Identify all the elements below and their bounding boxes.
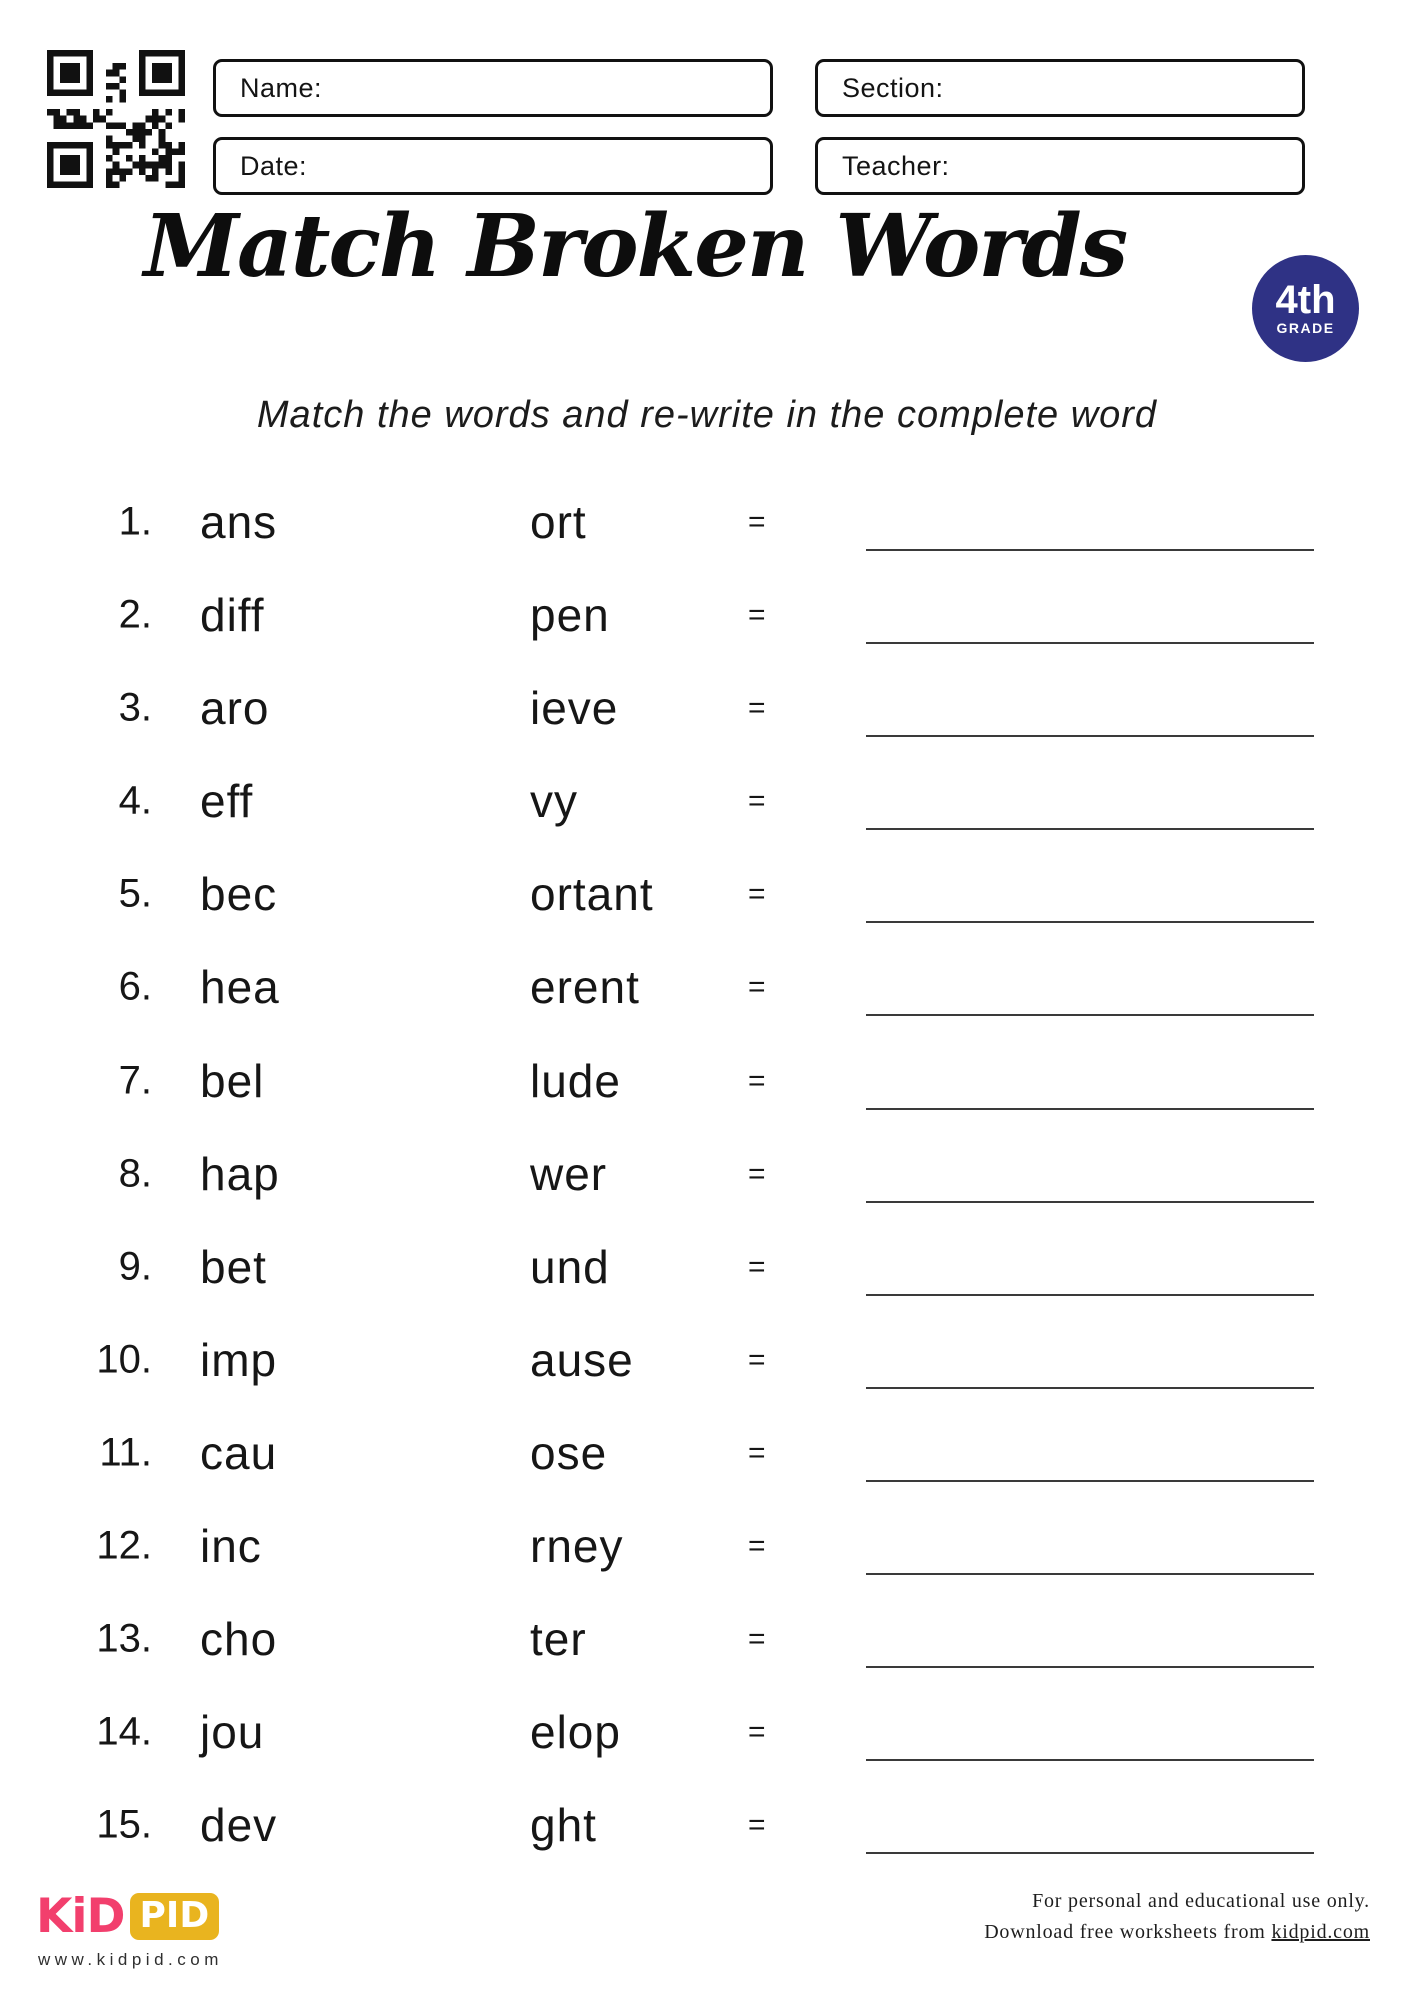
- row-number: 13.: [96, 1616, 152, 1661]
- left-fragment: bel: [200, 1054, 265, 1107]
- match-row: [0, 757, 1414, 850]
- equals-sign: =: [748, 598, 766, 632]
- date-field[interactable]: [213, 137, 773, 195]
- row-number: 15.: [96, 1803, 152, 1848]
- teacher-field-label: Teacher:: [842, 150, 950, 181]
- left-fragment: aro: [200, 682, 270, 735]
- answer-line[interactable]: [866, 828, 1314, 830]
- answer-line[interactable]: [866, 1666, 1314, 1668]
- right-fragment: pen: [530, 588, 610, 641]
- match-row: [0, 571, 1414, 664]
- qr-code-pattern: [47, 50, 185, 188]
- right-fragment: elop: [530, 1706, 621, 1759]
- row-number: 9.: [118, 1244, 152, 1289]
- left-fragment: eff: [200, 775, 254, 828]
- equals-sign: =: [748, 691, 766, 725]
- footer-note-line2: [984, 1917, 1370, 1948]
- row-number: 5.: [118, 872, 152, 917]
- row-number: 7.: [118, 1058, 152, 1103]
- answer-line[interactable]: [866, 1759, 1314, 1761]
- left-fragment: hea: [200, 961, 280, 1014]
- answer-line[interactable]: [866, 549, 1314, 551]
- answer-line[interactable]: [866, 1852, 1314, 1854]
- name-field[interactable]: [213, 59, 773, 117]
- match-row: [0, 1688, 1414, 1781]
- left-fragment: cau: [200, 1426, 278, 1479]
- right-fragment: lude: [530, 1054, 621, 1107]
- footer-note: [984, 1886, 1370, 1948]
- right-fragment: wer: [530, 1147, 608, 1200]
- right-fragment: ter: [530, 1612, 587, 1665]
- equals-sign: =: [748, 1157, 766, 1191]
- equals-sign: =: [748, 1622, 766, 1656]
- equals-sign: =: [748, 971, 766, 1005]
- footer-note-line1: For personal and educational use only.: [1032, 1890, 1370, 1912]
- row-number: 6.: [118, 965, 152, 1010]
- kidpid-logo: [36, 1889, 219, 1944]
- right-fragment: vy: [530, 775, 578, 828]
- match-row: [0, 1223, 1414, 1316]
- match-row: [0, 1502, 1414, 1595]
- row-number: 4.: [118, 778, 152, 823]
- answer-line[interactable]: [866, 1294, 1314, 1296]
- match-row: [0, 478, 1414, 571]
- match-row: [0, 1409, 1414, 1502]
- grade-badge-label: GRADE: [1276, 320, 1335, 336]
- answer-line[interactable]: [866, 1014, 1314, 1016]
- right-fragment: ause: [530, 1333, 634, 1386]
- teacher-field[interactable]: [815, 137, 1305, 195]
- left-fragment: hap: [200, 1147, 280, 1200]
- left-fragment: inc: [200, 1519, 262, 1572]
- match-row: [0, 1781, 1414, 1874]
- left-fragment: diff: [200, 588, 265, 641]
- row-number: 8.: [118, 1151, 152, 1196]
- match-row: [0, 850, 1414, 943]
- date-field-label: Date:: [240, 150, 308, 181]
- answer-line[interactable]: [866, 735, 1314, 737]
- equals-sign: =: [748, 505, 766, 539]
- right-fragment: ose: [530, 1426, 608, 1479]
- row-number: 3.: [118, 685, 152, 730]
- logo-pid-text: PID: [130, 1893, 220, 1940]
- row-number: 10.: [96, 1337, 152, 1382]
- match-row: [0, 1130, 1414, 1223]
- answer-line[interactable]: [866, 642, 1314, 644]
- left-fragment: cho: [200, 1612, 278, 1665]
- page-title: Match Broken Words: [143, 196, 1127, 297]
- left-fragment: bet: [200, 1240, 267, 1293]
- right-fragment: erent: [530, 961, 640, 1014]
- answer-line[interactable]: [866, 1387, 1314, 1389]
- row-number: 11.: [99, 1430, 152, 1475]
- right-fragment: ortant: [530, 868, 654, 921]
- name-field-label: Name:: [240, 72, 323, 103]
- answer-line[interactable]: [866, 1480, 1314, 1482]
- equals-sign: =: [748, 1715, 766, 1749]
- section-field[interactable]: [815, 59, 1305, 117]
- right-fragment: und: [530, 1240, 610, 1293]
- match-row: [0, 943, 1414, 1036]
- left-fragment: ans: [200, 495, 278, 548]
- footer-note-line2-text: Download free worksheets from: [984, 1921, 1272, 1943]
- answer-line[interactable]: [866, 921, 1314, 923]
- left-fragment: dev: [200, 1799, 278, 1852]
- equals-sign: =: [748, 878, 766, 912]
- answer-line[interactable]: [866, 1573, 1314, 1575]
- row-number: 2.: [118, 592, 152, 637]
- equals-sign: =: [748, 1808, 766, 1842]
- kidpid-link[interactable]: kidpid.com: [1271, 1921, 1370, 1943]
- match-rows: [0, 478, 1414, 1874]
- row-number: 14.: [96, 1709, 152, 1754]
- match-row: [0, 1316, 1414, 1409]
- equals-sign: =: [748, 1343, 766, 1377]
- logo-kid-text: KiD: [36, 1889, 125, 1944]
- row-number: 1.: [118, 499, 152, 544]
- website-url: www.kidpid.com: [38, 1950, 223, 1969]
- section-field-label: Section:: [842, 72, 944, 103]
- answer-line[interactable]: [866, 1108, 1314, 1110]
- instructions-text: Match the words and re-write in the complete word: [256, 394, 1158, 436]
- equals-sign: =: [748, 1436, 766, 1470]
- row-number: 12.: [96, 1523, 152, 1568]
- match-row: [0, 664, 1414, 757]
- left-fragment: bec: [200, 868, 278, 921]
- right-fragment: ght: [530, 1799, 597, 1852]
- left-fragment: imp: [200, 1333, 278, 1386]
- qr-code: [47, 50, 185, 188]
- grade-badge: [1252, 255, 1359, 362]
- grade-badge-grade: 4th: [1275, 278, 1336, 322]
- right-fragment: rney: [530, 1519, 624, 1572]
- match-row: [0, 1037, 1414, 1130]
- equals-sign: =: [748, 1250, 766, 1284]
- right-fragment: ieve: [530, 682, 619, 735]
- equals-sign: =: [748, 1529, 766, 1563]
- match-row: [0, 1595, 1414, 1688]
- right-fragment: ort: [530, 495, 587, 548]
- equals-sign: =: [748, 784, 766, 818]
- equals-sign: =: [748, 1064, 766, 1098]
- left-fragment: jou: [200, 1706, 265, 1759]
- answer-line[interactable]: [866, 1201, 1314, 1203]
